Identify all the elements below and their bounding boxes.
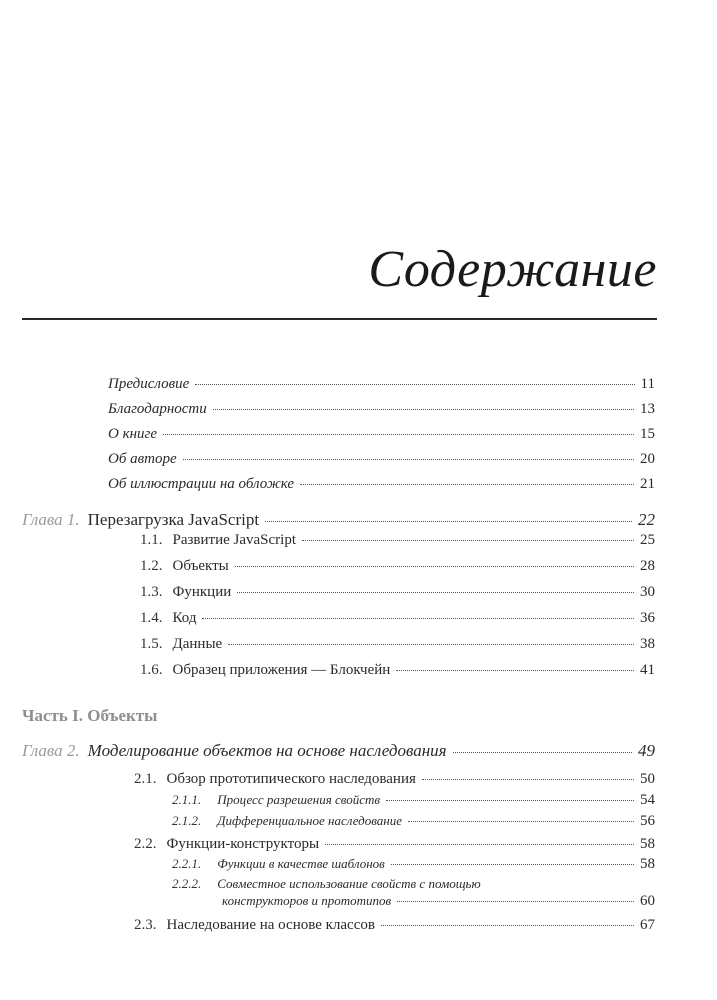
leader-dots <box>453 752 632 753</box>
leader-dots <box>397 901 634 902</box>
section-number: 1.5. <box>140 636 163 652</box>
toc-entry-text: Благодарности <box>108 401 207 417</box>
section-text: Функции-конструкторы <box>166 836 320 852</box>
page-title: Содержание <box>368 241 657 298</box>
toc-chapter-2[interactable] <box>22 741 655 761</box>
subsection-text: Дифференциальное наследование <box>217 813 403 828</box>
subsection-page: 58 <box>640 856 655 872</box>
section-number: 2.1. <box>134 771 157 787</box>
section-page: 25 <box>640 532 655 548</box>
toc-entry-page: 13 <box>640 401 655 417</box>
leader-dots <box>195 384 634 385</box>
subsection-number: 2.2.2. <box>172 876 202 891</box>
toc-section-1-1[interactable] <box>140 532 655 549</box>
section-text: Данные <box>172 636 223 652</box>
toc-entry-page: 15 <box>640 426 655 442</box>
toc-section-1-6[interactable] <box>140 662 655 679</box>
subsection-page: 56 <box>640 813 655 829</box>
leader-dots <box>163 434 634 435</box>
chapter-title: Моделирование объектов на основе наследования <box>87 741 447 760</box>
subsection-page: 54 <box>640 792 655 808</box>
section-page: 41 <box>640 662 655 678</box>
subsection-text: Функции в качестве шаблонов <box>217 856 385 871</box>
toc-section-1-5[interactable] <box>140 636 655 653</box>
subsection-number: 2.1.2. <box>172 813 202 828</box>
leader-dots <box>228 644 634 645</box>
section-number: 2.3. <box>134 917 157 933</box>
subsection-page: 60 <box>640 893 655 909</box>
toc-section-1-4[interactable] <box>140 610 655 627</box>
title-rule <box>22 318 657 320</box>
leader-dots <box>300 484 634 485</box>
subsection-number: 2.2.1. <box>172 856 202 871</box>
subsection-text-line1: Совместное использование свойств с помощью <box>217 876 481 891</box>
section-page: 58 <box>640 836 655 852</box>
toc-section-2-2[interactable] <box>134 836 655 853</box>
leader-dots <box>265 521 632 522</box>
toc-section-1-3[interactable] <box>140 584 655 601</box>
section-number: 1.2. <box>140 558 163 574</box>
leader-dots <box>391 864 634 865</box>
subsection-text-line2: конструкторов и прототипов <box>222 893 392 908</box>
leader-dots <box>213 409 634 410</box>
part-heading[interactable]: Часть I. Объекты <box>22 706 158 725</box>
toc-subsection-2-1-2[interactable] <box>172 813 655 830</box>
toc-entry-text: Предисловие <box>108 376 190 392</box>
leader-dots <box>237 592 634 593</box>
chapter-page: 22 <box>638 510 655 529</box>
leader-dots <box>202 618 634 619</box>
section-text: Образец приложения — Блокчейн <box>172 662 391 678</box>
toc-entry-page: 21 <box>640 476 655 492</box>
leader-dots <box>408 821 634 822</box>
leader-dots <box>386 800 634 801</box>
section-text: Код <box>172 610 197 626</box>
section-page: 28 <box>640 558 655 574</box>
leader-dots <box>325 844 634 845</box>
section-page: 50 <box>640 771 655 787</box>
leader-dots <box>381 925 634 926</box>
section-page: 67 <box>640 917 655 933</box>
leader-dots <box>183 459 634 460</box>
section-text: Объекты <box>172 558 229 574</box>
leader-dots <box>302 540 634 541</box>
toc-subsection-2-2-2-cont[interactable] <box>222 893 655 910</box>
section-text: Обзор прототипического наследования <box>166 771 416 787</box>
section-number: 1.4. <box>140 610 163 626</box>
subsection-number: 2.1.1. <box>172 792 202 807</box>
toc-entry-cover-illustration[interactable] <box>108 476 655 493</box>
section-number: 1.6. <box>140 662 163 678</box>
section-number: 1.3. <box>140 584 163 600</box>
toc-section-2-1[interactable] <box>134 771 655 788</box>
toc-chapter-1[interactable] <box>22 510 655 530</box>
toc-section-1-2[interactable] <box>140 558 655 575</box>
section-page: 36 <box>640 610 655 626</box>
toc-entry-text: Об иллюстрации на обложке <box>108 476 295 492</box>
leader-dots <box>396 670 634 671</box>
chapter-label: Глава 2. <box>22 741 80 760</box>
toc-section-2-3[interactable] <box>134 917 655 934</box>
section-text: Развитие JavaScript <box>172 532 297 548</box>
section-page: 38 <box>640 636 655 652</box>
chapter-page: 49 <box>638 741 655 760</box>
leader-dots <box>422 779 634 780</box>
toc-subsection-2-1-1[interactable] <box>172 792 655 809</box>
chapter-title: Перезагрузка JavaScript <box>87 510 260 529</box>
section-page: 30 <box>640 584 655 600</box>
subsection-text: Процесс разрешения свойств <box>217 792 381 807</box>
toc-entry-preface[interactable] <box>108 376 655 393</box>
toc-entry-about-book[interactable] <box>108 426 655 443</box>
toc-entry-about-author[interactable] <box>108 451 655 468</box>
toc-subsection-2-2-1[interactable] <box>172 856 655 873</box>
section-number: 2.2. <box>134 836 157 852</box>
chapter-label: Глава 1. <box>22 510 80 529</box>
toc-entry-text: Об авторе <box>108 451 177 467</box>
section-text: Функции <box>172 584 232 600</box>
section-number: 1.1. <box>140 532 163 548</box>
leader-dots <box>235 566 634 567</box>
toc-entry-text: О книге <box>108 426 158 442</box>
toc-entry-page: 20 <box>640 451 655 467</box>
toc-entry-acknowledgements[interactable] <box>108 401 655 418</box>
section-text: Наследование на основе классов <box>166 917 375 933</box>
toc-entry-page: 11 <box>640 376 655 392</box>
toc-subsection-2-2-2[interactable] <box>172 876 655 892</box>
